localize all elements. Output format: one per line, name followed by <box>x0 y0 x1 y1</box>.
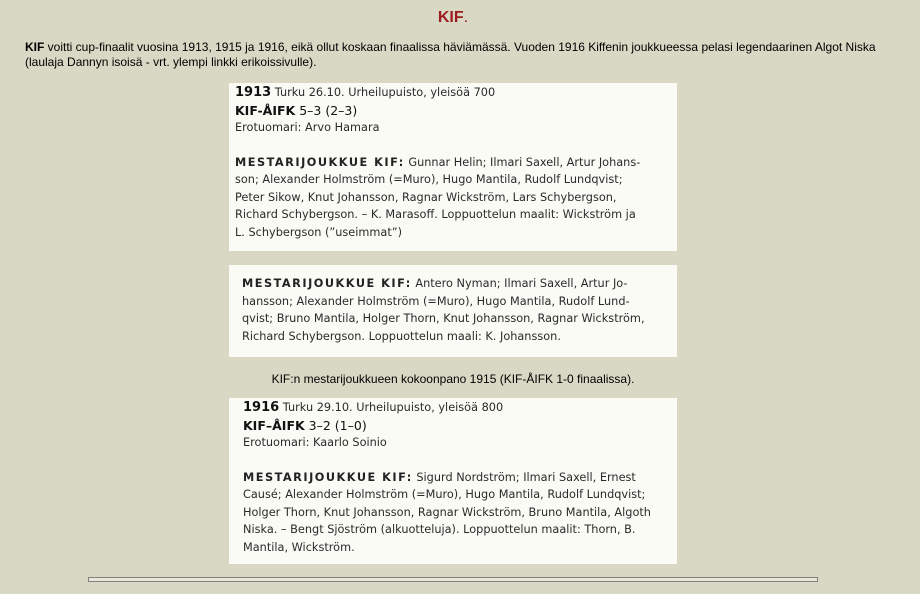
page-title-dot: . <box>463 9 469 26</box>
lineup-text-1915-0: Antero Nyman; Ilmari Saxell, Artur Jo- <box>411 277 628 290</box>
lineup-line-1916-1: Causé; Alexander Holmström (=Muro), Hugo Mantila, Rudolf Lundqvist; <box>243 488 646 501</box>
match-header-1916 <box>243 399 671 417</box>
lineup-line-1916-3: Niska. – Bengt Sjöström (alkuotteluja). Loppuottelun maalit: Thorn, B. <box>243 523 636 536</box>
spacer <box>235 137 671 154</box>
year-1913: 1913 <box>235 85 272 100</box>
page-title <box>0 9 906 27</box>
intro-paragraph <box>25 40 895 70</box>
scan-card-1913 <box>229 83 677 251</box>
lineup-line-1913-4: L. Schybergson (”useimmat”) <box>235 225 403 239</box>
lineup-label-1915: MESTARIJOUKKUE KIF: <box>242 277 412 290</box>
lineup-line-1916-2: Holger Thorn, Knut Johansson, Ragnar Wickström, Bruno Mantila, Algoth <box>243 505 651 519</box>
year-1916: 1916 <box>243 400 280 415</box>
result-1913 <box>235 102 671 120</box>
place-1913: Turku 26.10. Urheilupuisto, yleisöä 700 <box>271 86 496 99</box>
lineup-line-1915-3: Richard Schybergson. Loppuottelun maali: K. Johansson. <box>242 329 561 343</box>
lineup-line-1915-1: hansson; Alexander Holmström (=Muro), Hugo Mantila, Rudolf Lund- <box>242 294 630 308</box>
lineup-text-1916-0: Sigurd Nordström; Ilmari Saxell, Ernest <box>412 470 636 484</box>
match-header-1913 <box>235 84 671 102</box>
result-1916 <box>243 417 671 435</box>
lineup-line-1913-0 <box>235 154 671 172</box>
lineup-line-1916-0 <box>243 469 671 487</box>
horizontal-rule <box>88 577 818 582</box>
lineup-line-1915-0 <box>242 275 671 293</box>
page-title-text: KIF <box>437 9 464 26</box>
image-caption: KIF:n mestarijoukkueen kokoonpano 1915 (KIF-ÅIFK 1-0 finaalissa). <box>271 372 635 386</box>
lineup-line-1913-3: Richard Schybergson. – K. Marasoff. Loppuottelun maalit: Wickström ja <box>235 208 636 221</box>
lineup-line-1916-4: Mantila, Wickström. <box>243 540 355 554</box>
lineup-label-1916: MESTARIJOUKKUE KIF: <box>243 470 413 484</box>
intro-text: voitti cup-finaalit vuosina 1913, 1915 ja 1916, eikä ollut koskaan finaalissa häviämässä. Vuoden 1916 Kiffenin joukkueessa pelasi legendaarinen Algot Niska (laulaja Dannyn isoisä - vrt. ylempi linkki erikoissivulle). <box>25 40 876 69</box>
referee-1916: Erotuomari: Kaarlo Soinio <box>243 436 387 449</box>
scan-card-1915 <box>229 265 677 357</box>
score-1916: 3–2 (1–0) <box>304 417 367 433</box>
lineup-line-1913-2: Peter Sikow, Knut Johansson, Ragnar Wickström, Lars Schybergson, <box>235 190 617 204</box>
score-1913: 5–3 (2–3) <box>295 102 358 118</box>
spacer <box>243 452 671 469</box>
lineup-label-1913: MESTARIJOUKKUE KIF: <box>235 155 405 169</box>
teams-1913: KIF-ÅIFK <box>235 102 296 118</box>
referee-1913: Erotuomari: Arvo Hamara <box>235 121 380 134</box>
teams-1916: KIF–ÅIFK <box>243 417 305 433</box>
place-1916: Turku 29.10. Urheilupuisto, yleisöä 800 <box>279 401 504 414</box>
intro-bold: KIF <box>25 40 45 54</box>
lineup-line-1915-2: qvist; Bruno Mantila, Holger Thorn, Knut Johansson, Ragnar Wickström, <box>242 312 645 325</box>
lineup-text-1913-0: Gunnar Helin; Ilmari Saxell, Artur Johans- <box>404 155 641 169</box>
scan-card-1916 <box>229 398 677 564</box>
lineup-line-1913-1: son; Alexander Holmström (=Muro), Hugo Mantila, Rudolf Lundqvist; <box>235 173 623 186</box>
